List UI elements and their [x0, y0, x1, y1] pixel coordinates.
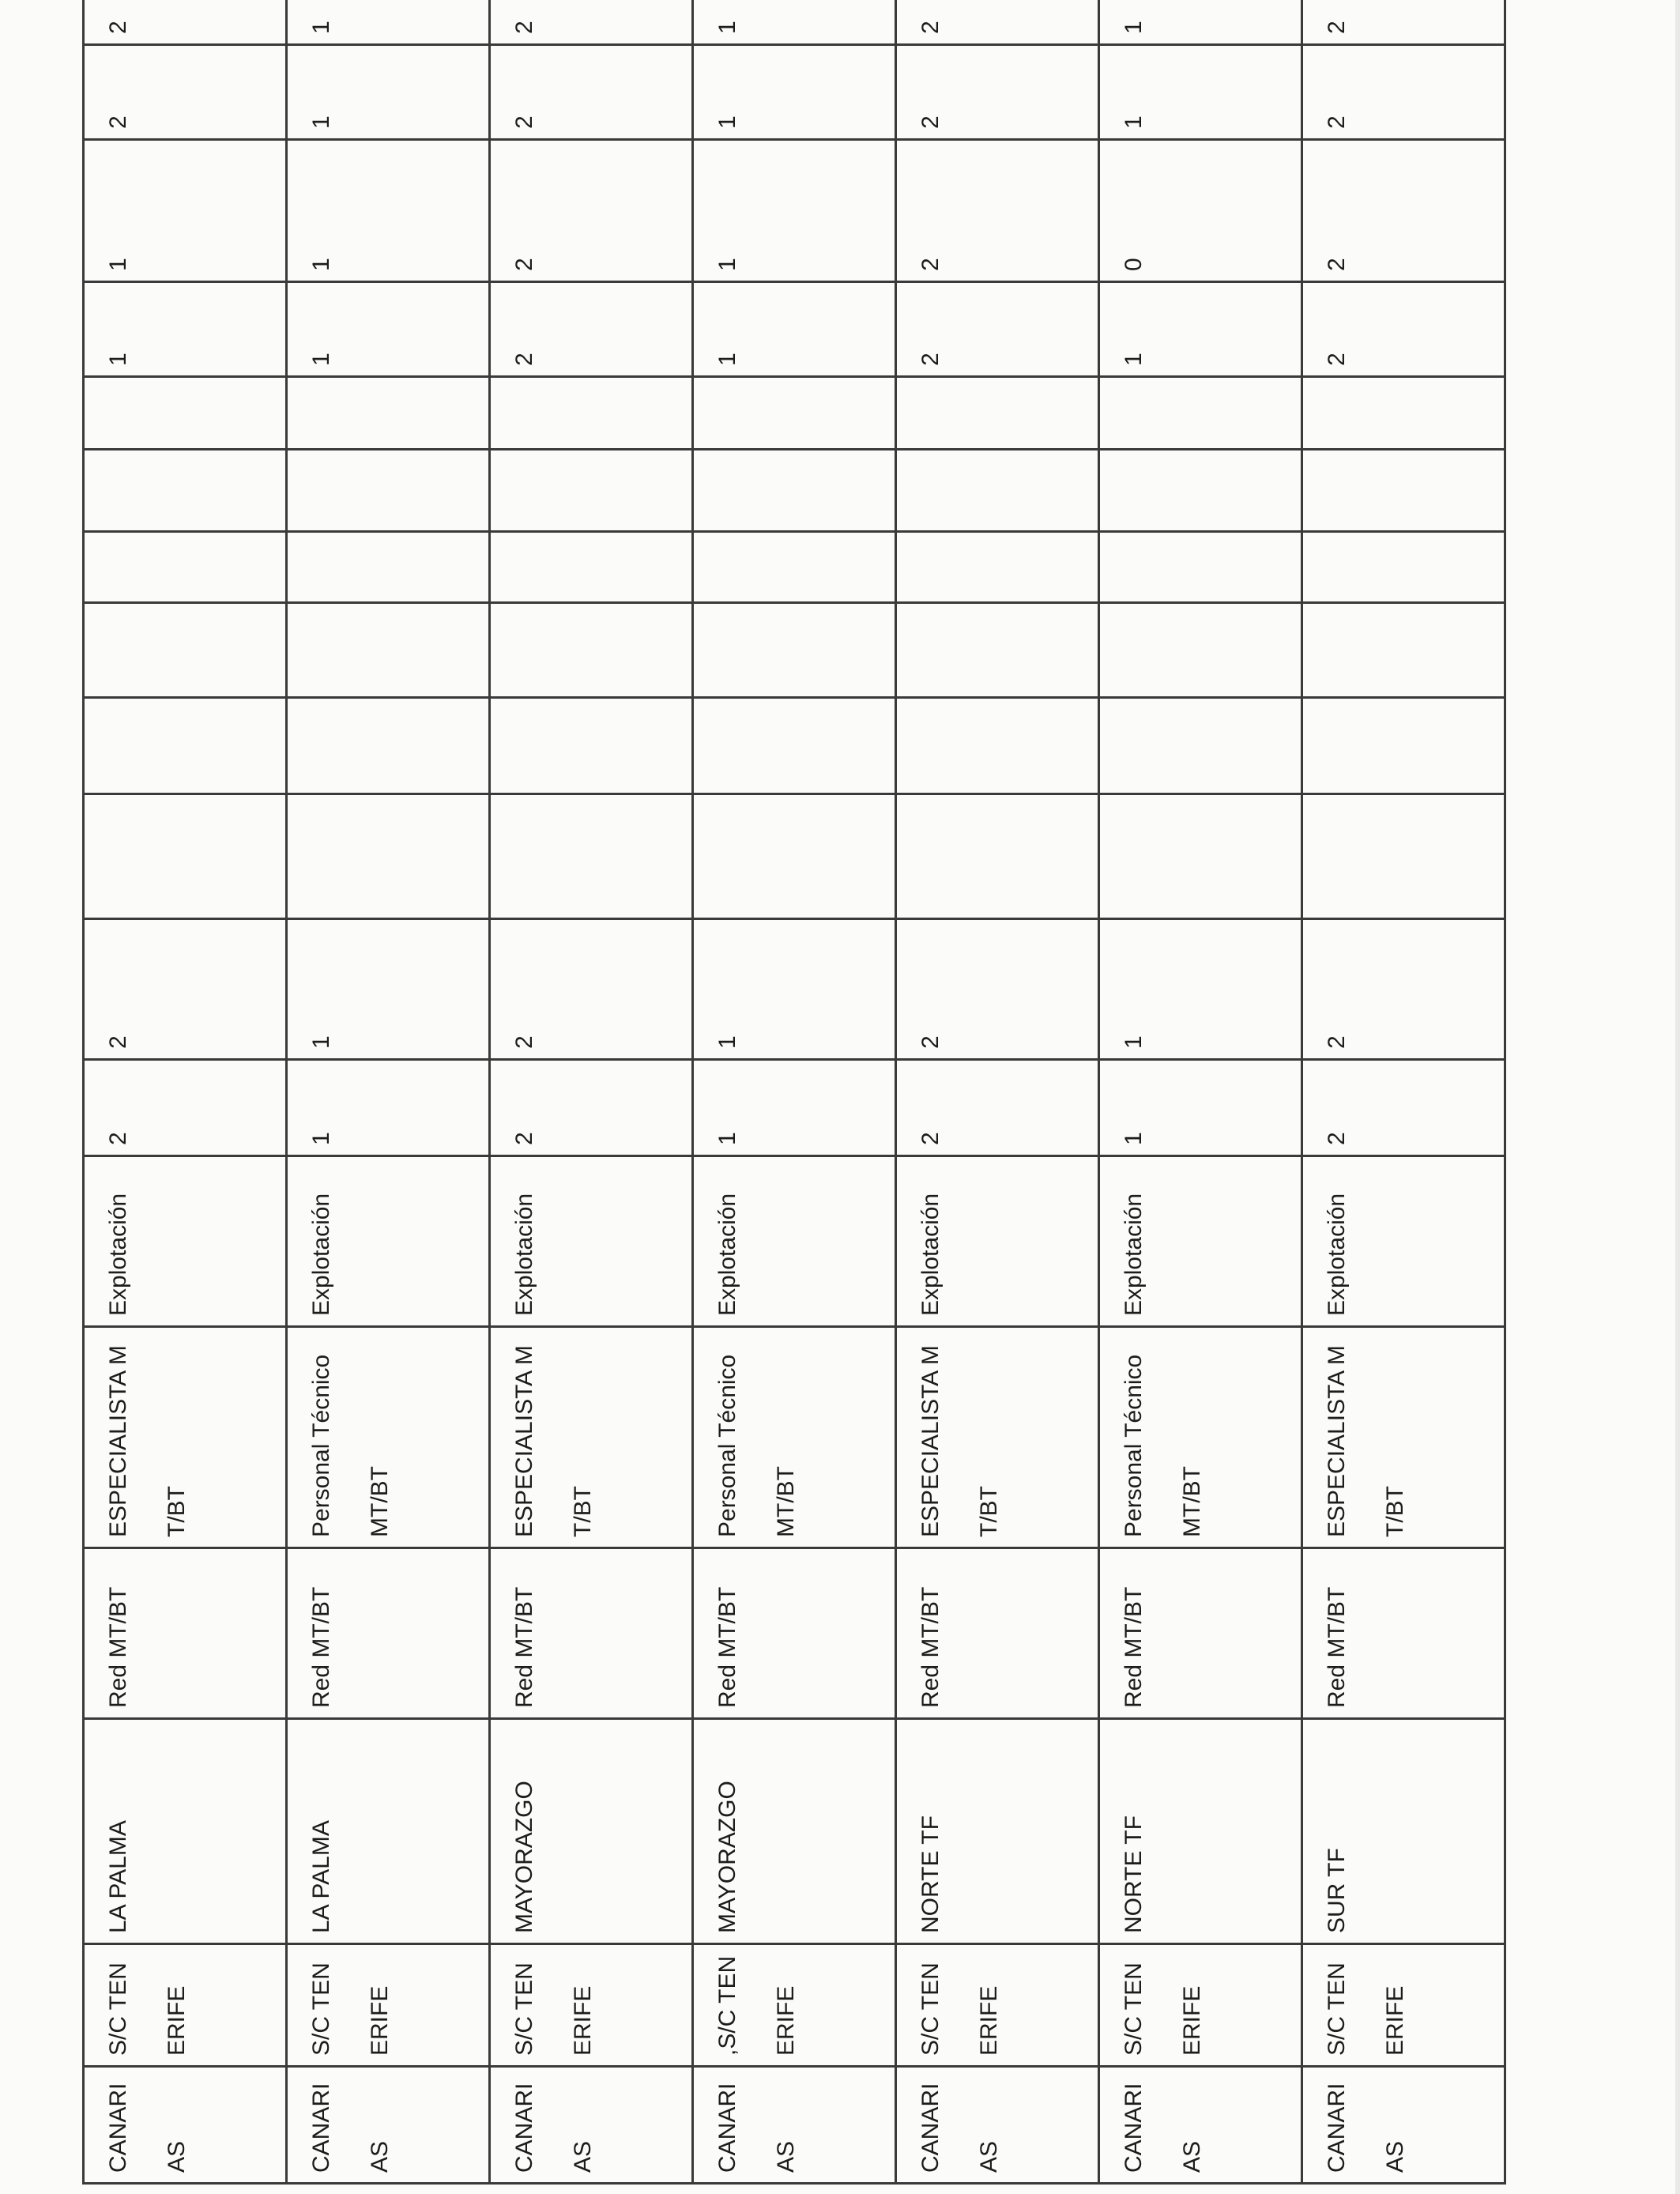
cell-value: 2: [84, 0, 287, 45]
cell-area: Explotación: [490, 1156, 693, 1327]
table-row: [896, 0, 1099, 2184]
cell-empty: [287, 450, 490, 532]
cell-province: S/C TENERIFE: [287, 1944, 490, 2067]
cell-area: Explotación: [693, 1156, 896, 1327]
cell-zone: LA PALMA: [84, 1719, 287, 1944]
cell-value: 1: [287, 1060, 490, 1156]
cell-region: CANARIAS: [84, 2067, 287, 2184]
cell-empty: [490, 377, 693, 450]
cell-network: Red MT/BT: [84, 1548, 287, 1719]
cell-value: 2: [490, 282, 693, 377]
cell-empty: [1302, 698, 1505, 794]
cell-value: 2: [84, 45, 287, 140]
cell-empty: [84, 532, 287, 603]
cell-zone: NORTE TF: [1099, 1719, 1302, 1944]
cell-role: ESPECIALISTA MT/BT: [1302, 1327, 1505, 1548]
cell-area: Explotación: [84, 1156, 287, 1327]
cell-value: 2: [490, 140, 693, 282]
cell-empty: [84, 603, 287, 698]
cell-network: Red MT/BT: [896, 1548, 1099, 1719]
cell-empty: [896, 794, 1099, 919]
cell-value: 2: [490, 0, 693, 45]
cell-empty: [287, 698, 490, 794]
cell-empty: [896, 377, 1099, 450]
cell-role: Personal Técnico MT/BT: [287, 1327, 490, 1548]
cell-empty: [1302, 450, 1505, 532]
cell-value: 2: [1302, 1060, 1505, 1156]
cell-empty: [490, 794, 693, 919]
cell-value: 0: [1099, 140, 1302, 282]
cell-value: 2: [896, 45, 1099, 140]
cell-network: Red MT/BT: [287, 1548, 490, 1719]
cell-region: CANARIAS: [490, 2067, 693, 2184]
cell-empty: [1099, 698, 1302, 794]
table-row: [287, 0, 490, 2184]
cell-value: 1: [287, 919, 490, 1060]
table-row: [84, 0, 287, 2184]
cell-area: Explotación: [896, 1156, 1099, 1327]
cell-empty: [1302, 603, 1505, 698]
cell-network: Red MT/BT: [693, 1548, 896, 1719]
cell-region: CANARIAS: [1099, 2067, 1302, 2184]
cell-empty: [287, 603, 490, 698]
cell-empty: [84, 450, 287, 532]
cell-value: 1: [693, 140, 896, 282]
cell-value: 2: [84, 1060, 287, 1156]
cell-value: 2: [1302, 919, 1505, 1060]
cell-empty: [1302, 794, 1505, 919]
cell-empty: [896, 532, 1099, 603]
cell-network: Red MT/BT: [1302, 1548, 1505, 1719]
cell-network: Red MT/BT: [1099, 1548, 1302, 1719]
cell-empty: [1302, 377, 1505, 450]
cell-value: 2: [1302, 282, 1505, 377]
cell-value: 2: [490, 45, 693, 140]
cell-zone: NORTE TF: [896, 1719, 1099, 1944]
cell-zone: SUR TF: [1302, 1719, 1505, 1944]
cell-empty: [1099, 377, 1302, 450]
cell-value: 2: [490, 919, 693, 1060]
cell-region: CANARIAS: [693, 2067, 896, 2184]
scan-edge: [1675, 0, 1680, 2194]
cell-empty: [1099, 450, 1302, 532]
cell-value: 2: [896, 140, 1099, 282]
cell-value: 1: [287, 45, 490, 140]
cell-value: 1: [84, 140, 287, 282]
cell-empty: [1302, 532, 1505, 603]
cell-empty: [84, 794, 287, 919]
cell-value: 1: [287, 282, 490, 377]
cell-value: 1: [287, 0, 490, 45]
table-row: [1099, 0, 1302, 2184]
cell-value: 2: [1302, 0, 1505, 45]
cell-zone: MAYORAZGO: [490, 1719, 693, 1944]
cell-empty: [84, 698, 287, 794]
cell-province: S/C TENERIFE: [1099, 1944, 1302, 2067]
cell-value: 2: [896, 282, 1099, 377]
cell-province: S/C TENERIFE: [896, 1944, 1099, 2067]
cell-empty: [896, 698, 1099, 794]
cell-empty: [490, 532, 693, 603]
cell-value: 2: [1302, 45, 1505, 140]
cell-empty: [287, 532, 490, 603]
cell-value: 2: [896, 0, 1099, 45]
cell-empty: [693, 698, 896, 794]
cell-empty: [693, 603, 896, 698]
cell-region: CANARIAS: [896, 2067, 1099, 2184]
cell-value: 1: [693, 45, 896, 140]
cell-empty: [693, 532, 896, 603]
cell-area: Explotación: [1302, 1156, 1505, 1327]
table-row: [693, 0, 896, 2184]
cell-empty: [490, 698, 693, 794]
cell-empty: [490, 450, 693, 532]
cell-empty: [84, 377, 287, 450]
cell-value: 2: [896, 919, 1099, 1060]
table-body: [84, 0, 1505, 2184]
cell-empty: [896, 450, 1099, 532]
cell-empty: [693, 450, 896, 532]
cell-empty: [490, 603, 693, 698]
cell-network: Red MT/BT: [490, 1548, 693, 1719]
cell-zone: LA PALMA: [287, 1719, 490, 1944]
cell-value: 1: [693, 0, 896, 45]
cell-value: 1: [693, 919, 896, 1060]
cell-value: 2: [896, 1060, 1099, 1156]
cell-province: S/C TENERIFE: [1302, 1944, 1505, 2067]
cell-value: 2: [84, 919, 287, 1060]
cell-province: S/C TENERIFE: [84, 1944, 287, 2067]
cell-region: CANARIAS: [1302, 2067, 1505, 2184]
cell-zone: MAYORAZGO: [693, 1719, 896, 1944]
cell-empty: [1099, 603, 1302, 698]
cell-role: Personal Técnico MT/BT: [1099, 1327, 1302, 1548]
cell-role: ESPECIALISTA MT/BT: [490, 1327, 693, 1548]
cell-empty: [693, 377, 896, 450]
cell-value: 1: [693, 1060, 896, 1156]
cell-empty: [287, 794, 490, 919]
cell-value: 1: [693, 282, 896, 377]
cell-area: Explotación: [1099, 1156, 1302, 1327]
cell-role: ESPECIALISTA MT/BT: [896, 1327, 1099, 1548]
cell-value: 1: [1099, 0, 1302, 45]
cell-value: 1: [1099, 282, 1302, 377]
cell-role: Personal Técnico MT/BT: [693, 1327, 896, 1548]
cell-empty: [1099, 794, 1302, 919]
cell-value: 1: [84, 282, 287, 377]
cell-province: ,S/C TENERIFE: [693, 1944, 896, 2067]
cell-value: 2: [490, 1060, 693, 1156]
cell-value: 1: [1099, 45, 1302, 140]
table-row: [490, 0, 693, 2184]
cell-role: ESPECIALISTA MT/BT: [84, 1327, 287, 1548]
table-row: [1302, 0, 1505, 2184]
cell-value: 1: [1099, 1060, 1302, 1156]
cell-value: 1: [287, 140, 490, 282]
cell-province: S/C TENERIFE: [490, 1944, 693, 2067]
cell-value: 2: [1302, 140, 1505, 282]
staffing-table: [82, 0, 1506, 2185]
rotated-table-wrapper: [82, 19, 1506, 2185]
cell-empty: [1099, 532, 1302, 603]
cell-area: Explotación: [287, 1156, 490, 1327]
cell-value: 1: [1099, 919, 1302, 1060]
cell-empty: [693, 794, 896, 919]
cell-empty: [896, 603, 1099, 698]
cell-region: CANARIAS: [287, 2067, 490, 2184]
cell-empty: [287, 377, 490, 450]
